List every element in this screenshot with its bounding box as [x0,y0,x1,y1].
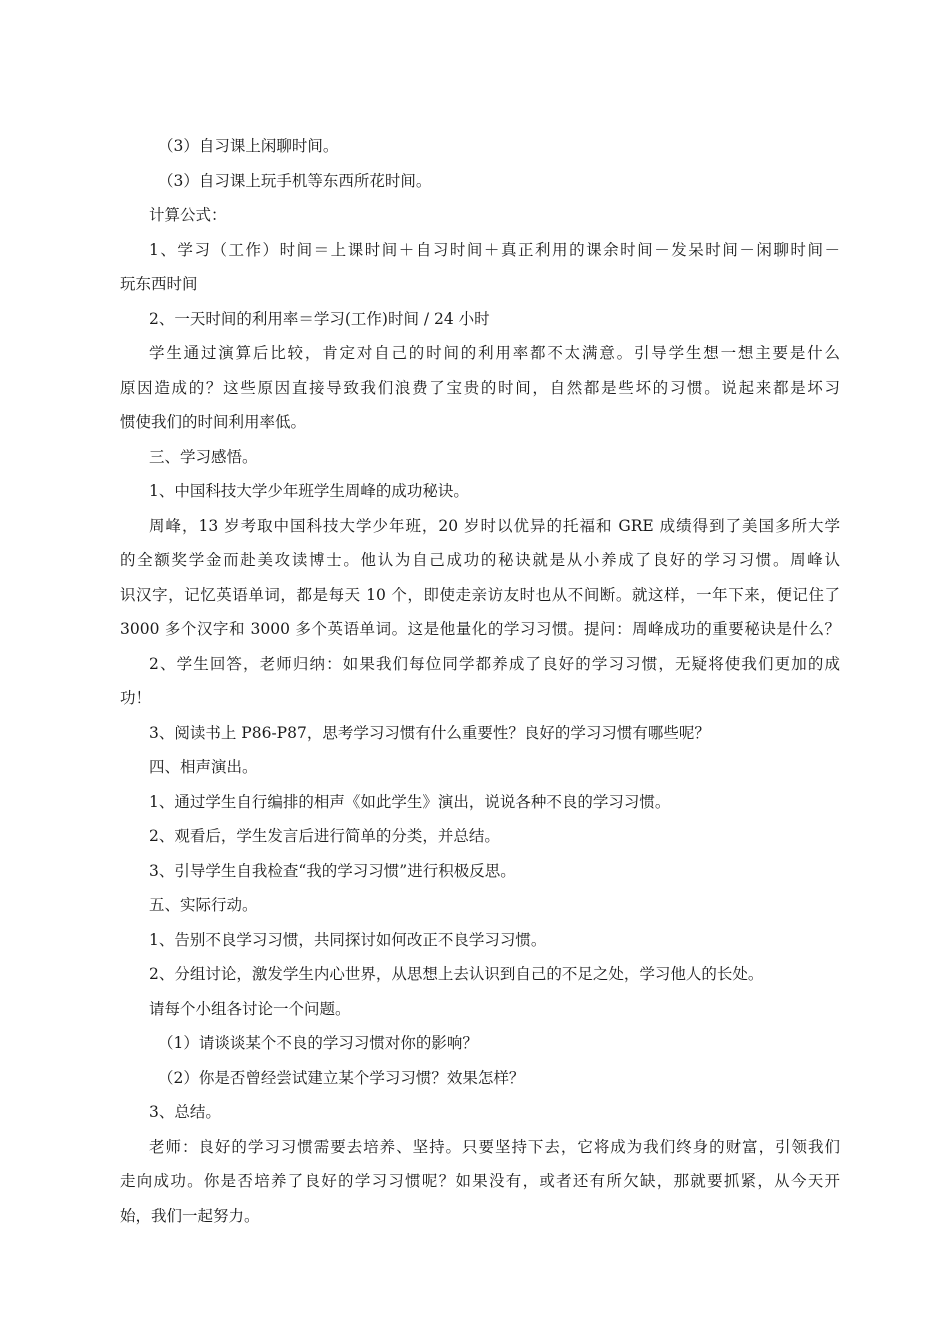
document-body [120,129,840,1233]
paragraph-line: 惯使我们的时间利用率低。 [120,413,307,431]
paragraph-line: 2、学生回答，老师归纳：如果我们每位同学都养成了良好的学习习惯，无疑将使我们更加的成 [149,654,840,673]
paragraph-line: 3、引导学生自我检查“我的学习习惯”进行积极反思。 [149,861,516,880]
paragraph-line: 3、阅读书上 P86-P87，思考学习习惯有什么重要性？良好的学习习惯有哪些呢？ [149,723,710,742]
paragraph-line: 计算公式： [149,206,227,224]
section-heading: 五、实际行动。 [149,896,258,914]
paragraph-line: （3）自习课上闲聊时间。 [158,137,339,155]
paragraph-line: （1）请谈谈某个不良的学习习惯对你的影响？ [158,1034,478,1052]
paragraph-line: 2、分组讨论，激发学生内心世界，从思想上去认识到自己的不足之处，学习他人的长处。 [149,965,764,983]
paragraph-line: 1、告别不良学习习惯，共同探讨如何改正不良学习习惯。 [149,930,547,949]
section-heading: 三、学习感悟。 [149,447,258,466]
paragraph-line: （3）自习课上玩手机等东西所花时间。 [158,171,432,190]
paragraph-line: 始，我们一起努力。 [120,1206,260,1225]
paragraph-line: 2、观看后，学生发言后进行简单的分类，并总结。 [149,827,500,845]
paragraph-line: 1、通过学生自行编排的相声《如此学生》演出，说说各种不良的学习习惯。 [149,792,671,811]
paragraph-line: 玩东西时间 [120,275,198,293]
paragraph-line: 2、一天时间的利用率＝学习(工作)时间 / 24 小时 [149,309,490,328]
section-heading: 四、相声演出。 [149,758,258,776]
paragraph-line: （2）你是否曾经尝试建立某个学习习惯？效果怎样？ [158,1068,525,1087]
paragraph-line: 1、中国科技大学少年班学生周峰的成功秘诀。 [149,482,469,500]
paragraph-line: 识汉字，记忆英语单词，都是每天 10 个，即使走亲访友时也从不间断。就这样，一年下来，便记住了 [120,585,840,604]
paragraph-line: 的全额奖学金而赴美攻读博士。他认为自己成功的秘诀就是从小养成了良好的学习习惯。周峰认 [120,551,840,569]
paragraph-line: 老师：良好的学习习惯需要去培养、坚持。只要坚持下去，它将成为我们终身的财富，引领我们 [149,1137,840,1156]
paragraph-line: 走向成功。你是否培养了良好的学习习惯呢？如果没有，或者还有所欠缺，那就要抓紧，从今天开 [120,1172,840,1190]
paragraph-line: 请每个小组各讨论一个问题。 [149,999,351,1018]
paragraph-line: 3000 多个汉字和 3000 多个英语单词。这是他量化的学习习惯。提问：周峰成功的重要秘诀是什么？ [120,620,840,638]
paragraph-line: 功！ [120,689,152,707]
paragraph-line: 3、总结。 [149,1103,221,1121]
paragraph-line: 1、学习（工作）时间＝上课时间＋自习时间＋真正利用的课余时间－发呆时间－闲聊时间－ [149,240,840,259]
paragraph-line: 原因造成的？这些原因直接导致我们浪费了宝贵的时间，自然都是些坏的习惯。说起来都是坏习 [120,378,840,397]
paragraph-line: 学生通过演算后比较，肯定对自己的时间的利用率都不太满意。引导学生想一想主要是什么 [149,344,840,362]
paragraph-line: 周峰，13 岁考取中国科技大学少年班，20 岁时以优异的托福和 GRE 成绩得到了美国多所大学 [149,516,840,535]
